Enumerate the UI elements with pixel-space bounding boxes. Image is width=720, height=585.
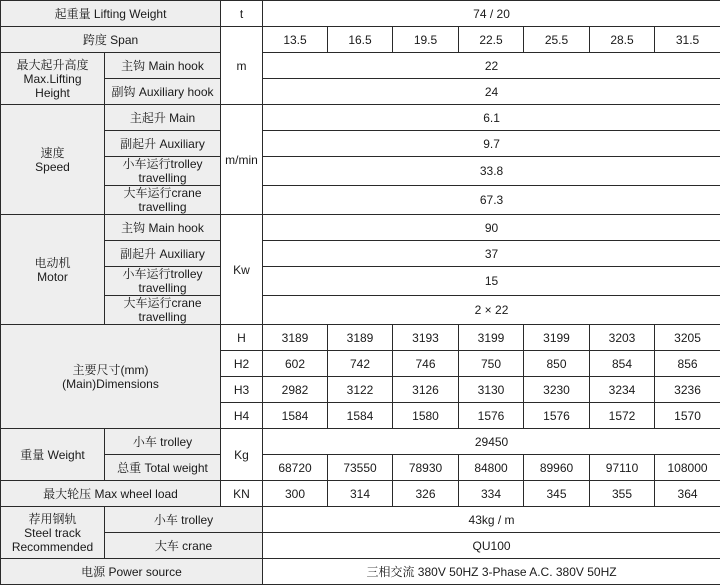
motor-aux-label: 副起升 Auxiliary xyxy=(105,241,221,267)
motor-aux-value: 37 xyxy=(263,241,720,267)
lifting-weight-unit: t xyxy=(221,1,263,27)
weight-total-value: 73550 xyxy=(328,455,393,481)
weight-trolley-value: 29450 xyxy=(263,429,720,455)
dim-value: 3193 xyxy=(393,325,459,351)
lifting-weight-label: 起重量 Lifting Weight xyxy=(1,1,221,27)
weight-label: 重量 Weight xyxy=(1,429,105,481)
wheel-load-value: 326 xyxy=(393,481,459,507)
label-en: (Main)Dimensions xyxy=(3,377,218,391)
row-span xyxy=(1,27,720,53)
dim-h3-label: H3 xyxy=(221,377,263,403)
speed-main-label: 主起升 Main xyxy=(105,105,221,131)
dim-value: 1576 xyxy=(459,403,524,429)
track-crane-label: 大车 crane xyxy=(105,533,263,559)
dim-value: 3236 xyxy=(655,377,720,403)
weight-total-value: 84800 xyxy=(459,455,524,481)
row-weight-total xyxy=(1,455,720,481)
weight-trolley-label: 小车 trolley xyxy=(105,429,221,455)
dim-value: 3203 xyxy=(590,325,655,351)
row-height-aux xyxy=(1,79,720,105)
row-height-main xyxy=(1,53,720,79)
label-en: Max.Lifting xyxy=(3,72,102,86)
dim-value: 2982 xyxy=(263,377,328,403)
row-dim-h xyxy=(1,325,720,351)
dim-value: 3126 xyxy=(393,377,459,403)
dim-value: 854 xyxy=(590,351,655,377)
label-zh: 主要尺寸(mm) xyxy=(3,363,218,377)
weight-total-value: 97110 xyxy=(590,455,655,481)
aux-hook-height-value: 24 xyxy=(263,79,720,105)
speed-aux-label: 副起升 Auxiliary xyxy=(105,131,221,157)
dim-value: 750 xyxy=(459,351,524,377)
main-hook-label: 主钩 Main hook xyxy=(105,53,221,79)
row-speed-aux xyxy=(1,131,720,157)
speed-label xyxy=(1,105,105,215)
track-trolley-value: 43kg / m xyxy=(263,507,720,533)
power-source-label: 电源 Power source xyxy=(1,559,263,585)
dim-h-label: H xyxy=(221,325,263,351)
weight-total-value: 68720 xyxy=(263,455,328,481)
speed-aux-value: 9.7 xyxy=(263,131,720,157)
label-zh: 荐用钢轨 xyxy=(3,512,102,526)
row-power-source xyxy=(1,559,720,585)
motor-main-label: 主钩 Main hook xyxy=(105,215,221,241)
label-en: Motor xyxy=(3,270,102,284)
label-zh: 最大起升高度 xyxy=(3,58,102,72)
row-weight-trolley xyxy=(1,429,720,455)
weight-total-value: 78930 xyxy=(393,455,459,481)
span-value: 13.5 xyxy=(263,27,328,53)
wheel-load-value: 345 xyxy=(524,481,590,507)
label-en: Height xyxy=(3,86,102,100)
row-motor-trolley xyxy=(1,267,720,296)
weight-total-value: 89960 xyxy=(524,455,590,481)
label-en: Steel track xyxy=(3,526,102,540)
max-wheel-load-label: 最大轮压 Max wheel load xyxy=(1,481,221,507)
row-motor-aux xyxy=(1,241,720,267)
weight-total-label: 总重 Total weight xyxy=(105,455,221,481)
weight-unit: Kg xyxy=(221,429,263,481)
power-source-value: 三相交流 380V 50HZ 3-Phase A.C. 380V 50HZ xyxy=(263,559,720,585)
motor-crane-value: 2 × 22 xyxy=(263,296,720,325)
max-wheel-load-unit: KN xyxy=(221,481,263,507)
speed-unit: m/min xyxy=(221,105,263,215)
span-value: 22.5 xyxy=(459,27,524,53)
lifting-weight-value: 74 / 20 xyxy=(263,1,720,27)
row-motor-main xyxy=(1,215,720,241)
span-value: 28.5 xyxy=(590,27,655,53)
row-max-wheel-load xyxy=(1,481,720,507)
span-value: 19.5 xyxy=(393,27,459,53)
speed-trolley-value: 33.8 xyxy=(263,157,720,186)
span-value: 25.5 xyxy=(524,27,590,53)
dim-value: 1576 xyxy=(524,403,590,429)
row-track-trolley xyxy=(1,507,720,533)
dim-h4-label: H4 xyxy=(221,403,263,429)
row-lifting-weight xyxy=(1,1,720,27)
motor-label xyxy=(1,215,105,325)
dim-h2-label: H2 xyxy=(221,351,263,377)
weight-total-value: 108000 xyxy=(655,455,720,481)
span-value: 16.5 xyxy=(328,27,393,53)
motor-trolley-label: 小车运行trolley travelling xyxy=(105,267,221,296)
speed-main-value: 6.1 xyxy=(263,105,720,131)
label-en: Recommended xyxy=(3,540,102,554)
dim-value: 856 xyxy=(655,351,720,377)
label-zh: 速度 xyxy=(3,146,102,160)
speed-crane-value: 67.3 xyxy=(263,186,720,215)
dim-value: 3199 xyxy=(459,325,524,351)
dim-value: 3189 xyxy=(328,325,393,351)
dim-value: 1584 xyxy=(263,403,328,429)
label-zh: 电动机 xyxy=(3,256,102,270)
motor-trolley-value: 15 xyxy=(263,267,720,296)
dim-value: 1572 xyxy=(590,403,655,429)
wheel-load-value: 364 xyxy=(655,481,720,507)
motor-crane-label: 大车运行crane travelling xyxy=(105,296,221,325)
row-speed-crane xyxy=(1,186,720,215)
dim-value: 3199 xyxy=(524,325,590,351)
speed-crane-label: 大车运行crane travelling xyxy=(105,186,221,215)
row-motor-crane xyxy=(1,296,720,325)
height-unit: m xyxy=(221,27,263,105)
dim-value: 3205 xyxy=(655,325,720,351)
label-en: Speed xyxy=(3,160,102,174)
wheel-load-value: 314 xyxy=(328,481,393,507)
track-trolley-label: 小车 trolley xyxy=(105,507,263,533)
wheel-load-value: 300 xyxy=(263,481,328,507)
dim-value: 602 xyxy=(263,351,328,377)
dim-value: 1570 xyxy=(655,403,720,429)
dimensions-label xyxy=(1,325,221,429)
track-crane-value: QU100 xyxy=(263,533,720,559)
speed-trolley-label: 小车运行trolley travelling xyxy=(105,157,221,186)
row-speed-main xyxy=(1,105,720,131)
dim-value: 850 xyxy=(524,351,590,377)
steel-track-label xyxy=(1,507,105,559)
span-label: 跨度 Span xyxy=(1,27,221,53)
aux-hook-label: 副钩 Auxiliary hook xyxy=(105,79,221,105)
dim-value: 746 xyxy=(393,351,459,377)
dim-value: 1584 xyxy=(328,403,393,429)
dim-value: 742 xyxy=(328,351,393,377)
dim-value: 3130 xyxy=(459,377,524,403)
dim-value: 3230 xyxy=(524,377,590,403)
wheel-load-value: 355 xyxy=(590,481,655,507)
wheel-load-value: 334 xyxy=(459,481,524,507)
dim-value: 3189 xyxy=(263,325,328,351)
row-track-crane xyxy=(1,533,720,559)
dim-value: 1580 xyxy=(393,403,459,429)
motor-main-value: 90 xyxy=(263,215,720,241)
main-hook-height-value: 22 xyxy=(263,53,720,79)
row-speed-trolley xyxy=(1,157,720,186)
max-lifting-height-label xyxy=(1,53,105,105)
dim-value: 3122 xyxy=(328,377,393,403)
dim-value: 3234 xyxy=(590,377,655,403)
motor-unit: Kw xyxy=(221,215,263,325)
span-value: 31.5 xyxy=(655,27,720,53)
